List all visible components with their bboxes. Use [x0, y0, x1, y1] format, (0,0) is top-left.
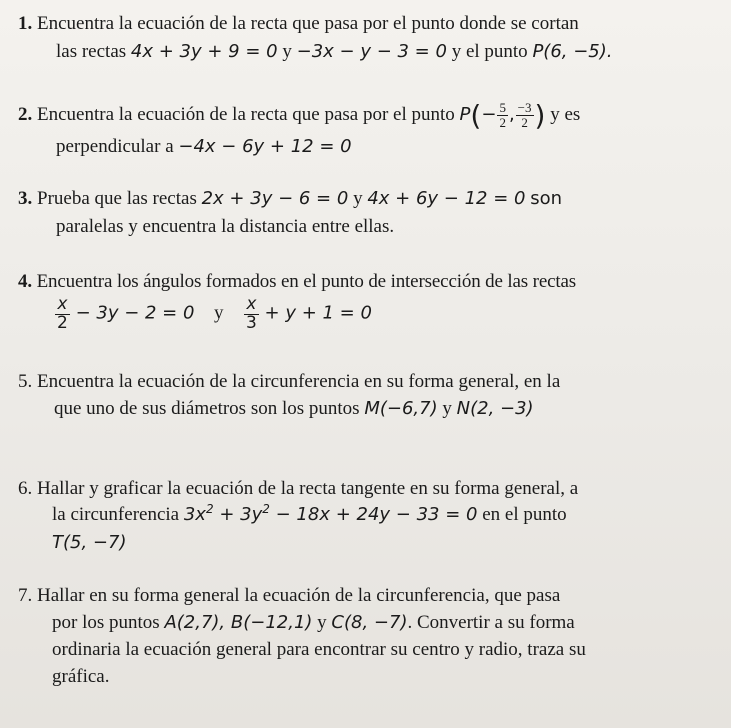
problem-6-text: Hallar y graficar la ecuación de la recta tangente en su forma general, a	[37, 478, 579, 499]
problem-4-text: Encuentra los ángulos formados en el punto de intersección de las rectas	[36, 271, 577, 292]
problem-2-comma: ,	[508, 103, 515, 125]
problem-3-text-3: paralelas y encuentra la distancia entre ellas.	[56, 216, 395, 237]
problem-6-text-3: en el punto	[482, 504, 567, 525]
problem-1-text-2: las rectas	[56, 41, 127, 62]
problem-3-conjunction: y	[353, 188, 363, 209]
problem-1-conjunction: y	[282, 41, 292, 62]
problem-3-line-1	[18, 187, 562, 211]
problem-1-text: Encuentra la ecuación de la recta que pasa por el punto donde se cortan	[37, 13, 579, 34]
problem-1-equation-2: −3x − y − 3 = 0	[296, 41, 447, 62]
problem-4-fraction-1-numerator: x	[55, 296, 70, 315]
problem-4-fraction-2-denominator: 3	[245, 312, 257, 333]
problem-1-line-1	[18, 12, 579, 36]
problem-4-fraction-2	[244, 296, 259, 333]
problem-3-number: 3.	[18, 188, 33, 209]
problem-1-number: 1.	[18, 13, 33, 34]
problem-2-fraction-2-denominator: 2	[521, 115, 528, 130]
problem-7-number: 7.	[18, 585, 33, 606]
problem-2-open-paren: (	[470, 99, 482, 132]
problem-2-text-2: y es	[550, 103, 581, 125]
problem-7-text-2: por los puntos	[52, 612, 160, 633]
problem-4-fraction-2-numerator: x	[244, 296, 259, 315]
problem-6-line-1	[18, 477, 578, 501]
problem-1-text-3: y el punto	[451, 41, 528, 62]
problem-5-text: Encuentra la ecuación de la circunferencia en su forma general, en la	[37, 371, 561, 392]
problem-6-point-t: T(5, −7)	[52, 532, 127, 553]
problem-2-number: 2.	[18, 103, 33, 125]
problem-2-fraction-1-numerator: 5	[499, 100, 506, 116]
problem-2-fraction-2-numerator: −3	[517, 100, 532, 116]
problem-4-line-1	[18, 270, 576, 294]
problem-2-equation: −4x − 6y + 12 = 0	[178, 136, 352, 157]
problem-6-text-2: la circunferencia	[52, 504, 180, 525]
problem-6-exponent-2: 2	[262, 502, 270, 516]
problem-7-line-2	[52, 611, 575, 635]
problem-5-line-2	[54, 397, 534, 421]
problem-2-line-2	[56, 135, 352, 159]
problem-4-line-2	[54, 296, 372, 333]
problem-6-line-2	[52, 503, 567, 527]
problem-5-point-n: N(2, −3)	[456, 398, 534, 419]
problem-4-fraction-1	[55, 296, 70, 333]
problem-2-point-label: P	[459, 103, 471, 125]
problem-5-number: 5.	[18, 371, 33, 392]
problem-2-fraction-2	[516, 101, 534, 129]
problem-7-conjunction: y	[317, 612, 327, 633]
problem-7-text-4: ordinaria la ecuación general para encontrar su centro y radio, traza su	[52, 639, 586, 660]
problem-1-line-2	[56, 40, 613, 64]
problem-6-exponent-1: 2	[205, 502, 214, 516]
problem-6-equation	[184, 504, 478, 525]
problem-5-line-1	[18, 370, 560, 394]
problem-2-text: Encuentra la ecuación de la recta que pasa por el punto	[37, 103, 455, 125]
problem-2-text-3: perpendicular a	[56, 136, 174, 157]
problem-7-text: Hallar en su forma general la ecuación de la circunferencia, que pasa	[37, 585, 561, 606]
problem-7-line-1	[18, 584, 560, 608]
problem-7-line-4	[52, 665, 109, 689]
problem-4-number: 4.	[18, 271, 32, 292]
problem-2-close-paren: )	[534, 99, 546, 132]
problem-3-equation-2: 4x + 6y − 12 = 0	[367, 188, 526, 209]
problem-3-equation-1: 2x + 3y − 6 = 0	[201, 188, 349, 209]
problem-6-equation-part-3: − 18x + 24y − 33 = 0	[269, 504, 478, 525]
problem-7-text-3: . Convertir a su forma	[407, 612, 575, 633]
problem-4-fraction-1-denominator: 2	[57, 312, 68, 333]
problem-4-conjunction: y	[213, 302, 224, 324]
problem-7-line-3	[52, 638, 586, 662]
problem-5-text-2: que uno de sus diámetros son los puntos	[54, 398, 360, 419]
problem-3-text: Prueba que las rectas	[37, 188, 197, 209]
problem-6-equation-part-1: 3x	[183, 504, 206, 525]
problem-2-fraction-1	[497, 101, 508, 129]
problem-2-negative-sign: −	[481, 103, 497, 125]
problem-1-equation-1: 4x + 3y + 9 = 0	[130, 41, 278, 62]
problem-2-line-1	[18, 98, 580, 133]
problem-6-number: 6.	[18, 478, 33, 499]
problem-7-text-5: gráfica.	[52, 666, 110, 687]
problem-6-equation-part-2: + 3y	[213, 504, 263, 525]
problem-5-conjunction: y	[442, 398, 452, 419]
problem-3-line-2	[56, 215, 394, 239]
problem-4-equation-1: − 3y − 2 = 0	[75, 302, 195, 324]
problem-4-equation-2: + y + 1 = 0	[264, 302, 372, 324]
problem-7-points-a-b: A(2,7), B(−12,1)	[164, 612, 313, 633]
problem-7-point-c: C(8, −7)	[331, 612, 408, 633]
problem-3-text-2: son	[530, 188, 563, 209]
problem-1-point: P(6, −5).	[532, 41, 613, 62]
problem-2-fraction-1-denominator: 2	[499, 115, 506, 130]
problem-5-point-m: M(−6,7)	[364, 398, 438, 419]
problem-6-line-3	[52, 531, 126, 555]
